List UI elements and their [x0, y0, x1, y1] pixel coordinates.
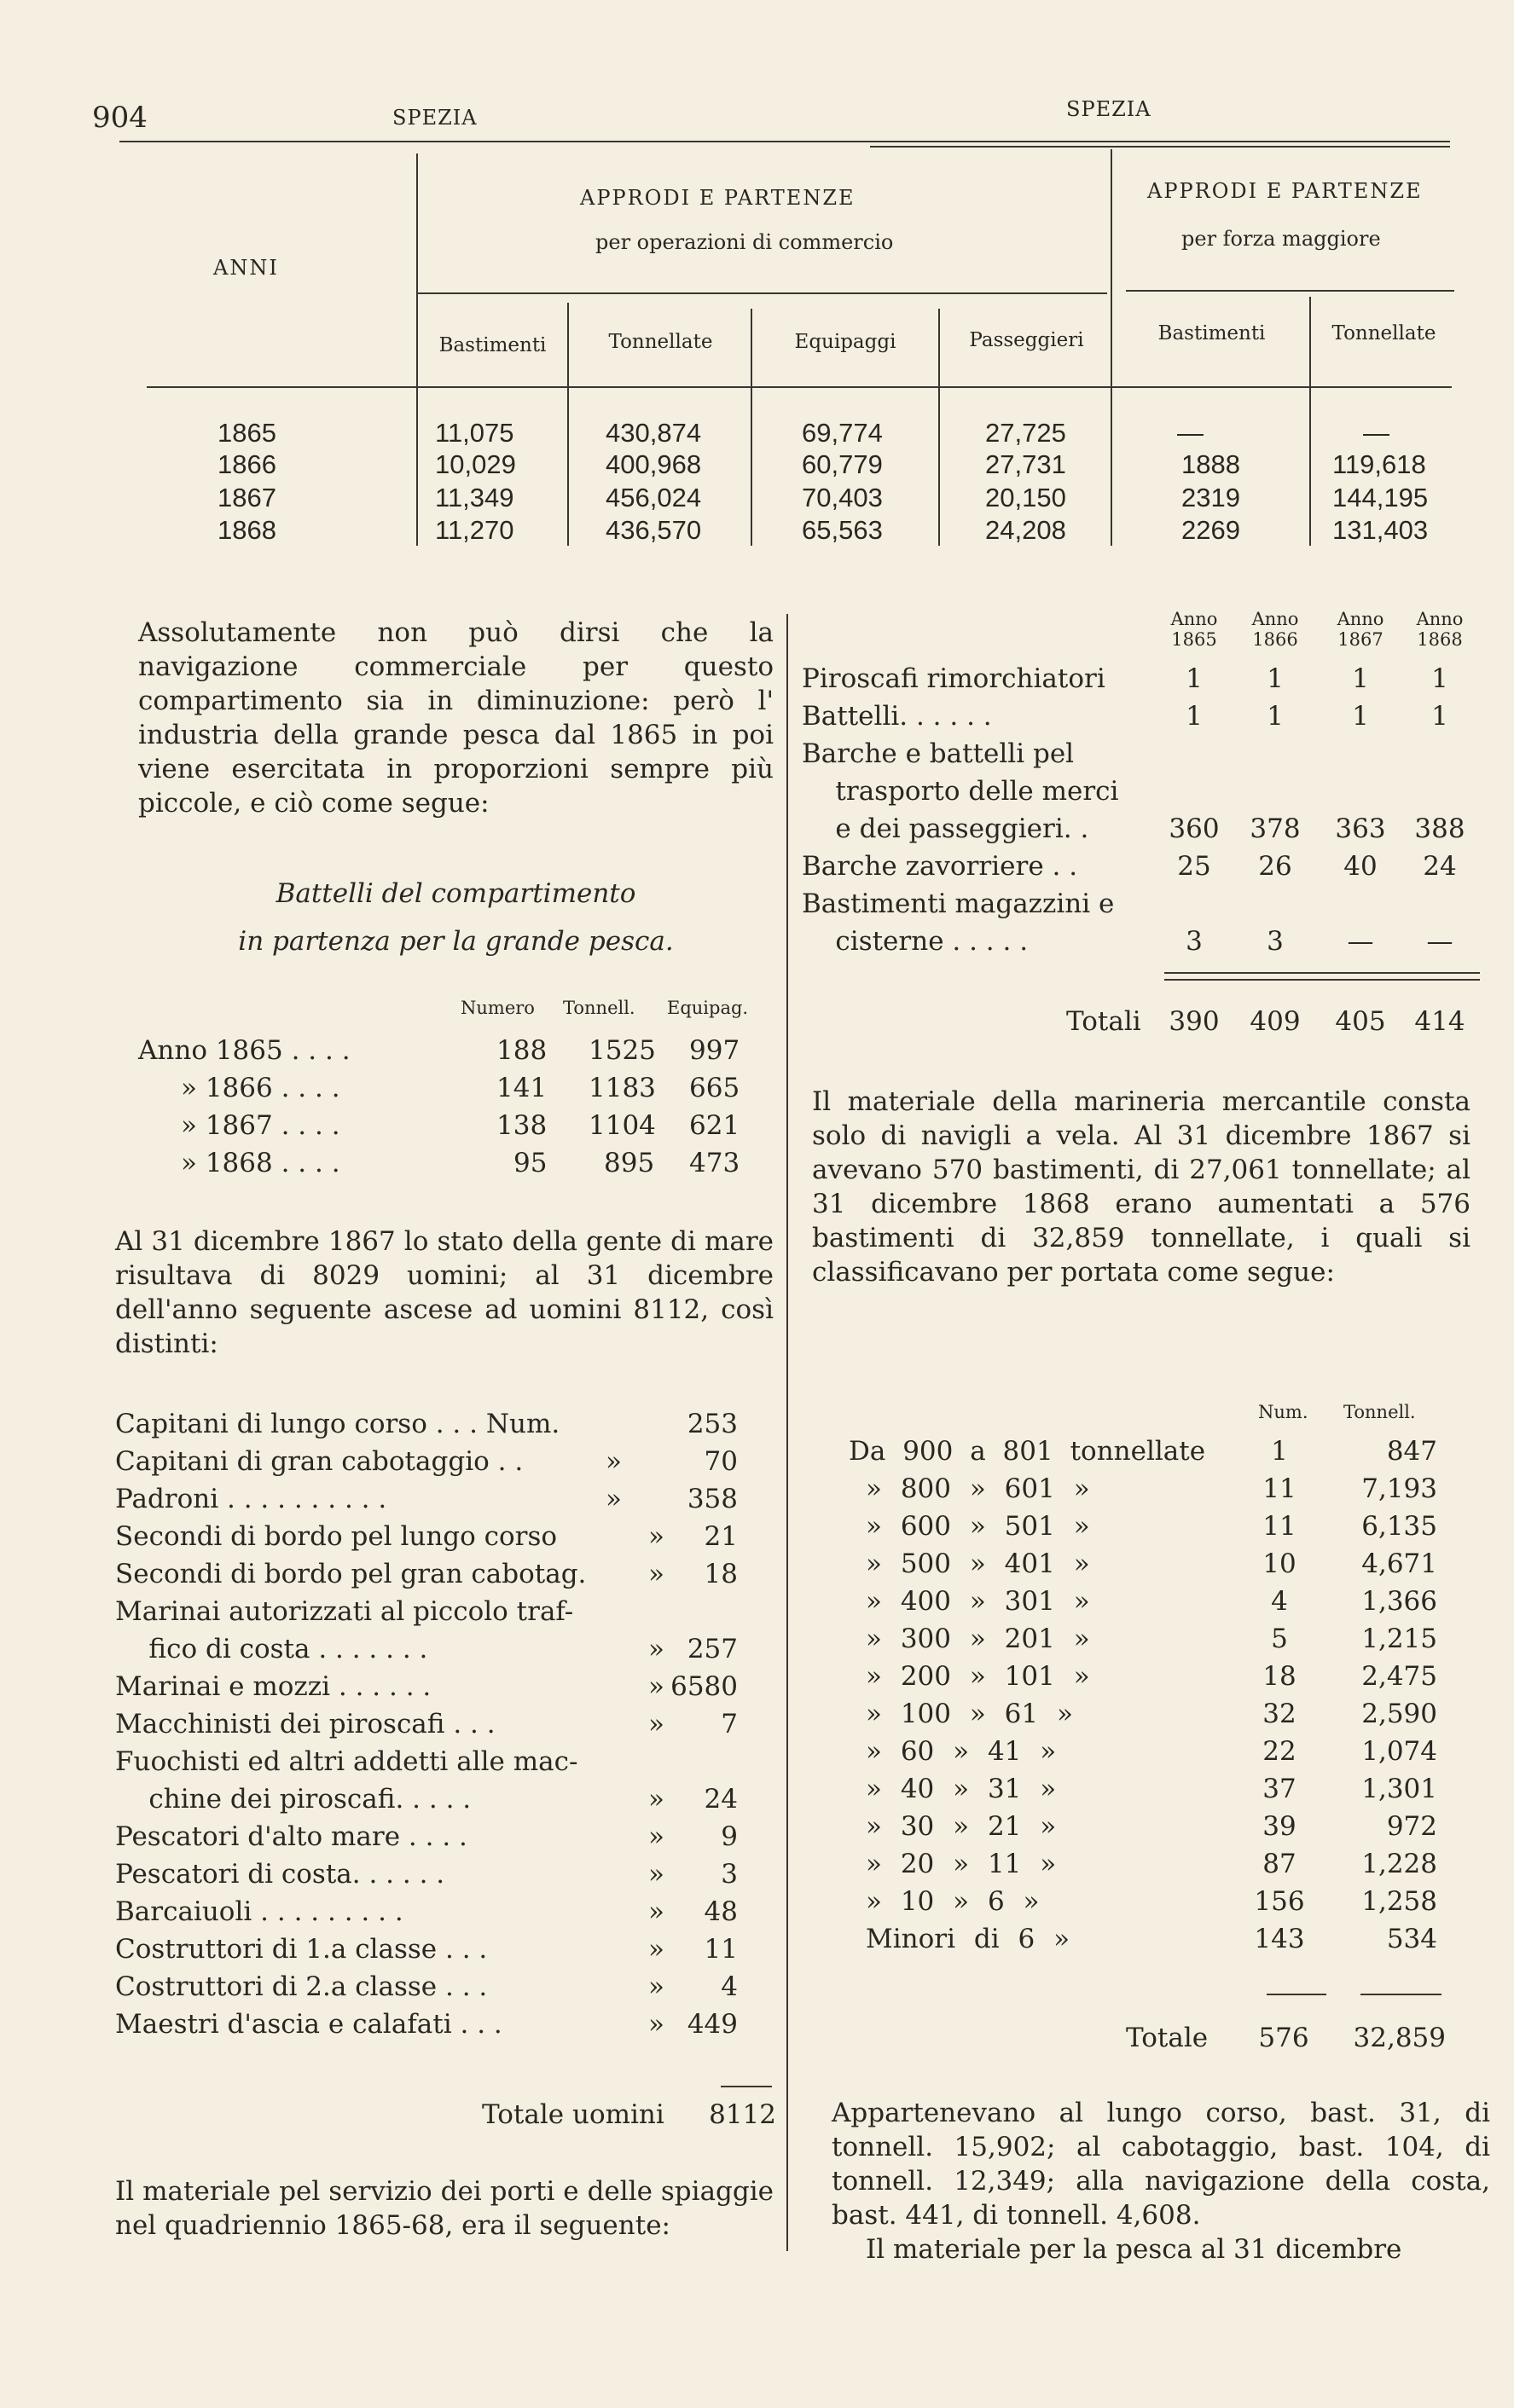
list-item [115, 1971, 738, 2002]
fish-num: 138 [496, 1110, 548, 1141]
group1-title: APPRODI E PARTENZE [580, 186, 856, 210]
group1-subtitle: per operazioni di commercio [595, 230, 894, 254]
table-row [866, 1624, 1437, 1654]
crew-label: Macchinisti dei piroscafi . . . [115, 1709, 496, 1739]
size-num: 1 [1271, 1436, 1288, 1467]
crew-value: 449 [687, 2009, 738, 2040]
col-head: Passeggieri [969, 329, 1084, 351]
ports-cell: 1 [1352, 701, 1369, 732]
ports-label: Barche zavorriere . . [802, 851, 1078, 882]
total-rule [721, 2086, 772, 2087]
table-row [866, 1774, 1437, 1804]
table-row [866, 1849, 1437, 1879]
ports-cell: 1 [1267, 701, 1284, 732]
table-row [866, 1511, 1437, 1542]
vrule [1111, 149, 1112, 546]
crew-label: fico di costa . . . . . . . [115, 1634, 428, 1664]
fish-row-label: » 1867 . . . . [181, 1110, 340, 1141]
ditto-mark: » [648, 1859, 664, 1890]
table-row [849, 1436, 1437, 1467]
crew-label: chine dei piroscafi. . . . . [115, 1784, 472, 1815]
size-num: 18 [1262, 1661, 1296, 1692]
crew-value: 253 [687, 1409, 738, 1439]
section-heading-2: in partenza per la grande pesca. [238, 926, 674, 957]
crew-value: 18 [704, 1559, 738, 1589]
size-num: 11 [1262, 1511, 1296, 1542]
list-item [115, 1446, 738, 1477]
ditto-mark: » [606, 1484, 622, 1514]
column-divider [786, 614, 788, 2251]
group2-subtitle: per forza maggiore [1181, 227, 1381, 251]
fish-col-tonnell: Tonnell. [563, 998, 635, 1018]
crew-label: Secondi di bordo pel gran cabotag. [115, 1559, 587, 1589]
list-item [115, 1934, 738, 1965]
vrule [751, 309, 752, 546]
list-item [115, 1821, 738, 1852]
fish-num: 95 [513, 1148, 548, 1178]
ports-total: 390 [1169, 1006, 1220, 1037]
data-cell: 2319 [1181, 483, 1240, 512]
hrule [1126, 290, 1454, 292]
paragraph-crew: Al 31 dicembre 1867 lo stato della gente di mare risultava di 8029 uomini; al 31 dicembre dell'anno seguente ascese ad uomini 8112, così distinti: [115, 1226, 774, 1359]
list-item [115, 1521, 738, 1552]
ports-cell: 378 [1250, 813, 1301, 844]
data-cell: 11,270 [435, 515, 514, 545]
crew-value: 358 [687, 1484, 738, 1514]
ports-cell: 360 [1169, 813, 1220, 844]
col-head: Bastimenti [438, 334, 547, 356]
size-ton: 1,258 [1361, 1886, 1437, 1917]
crew-value: 9 [721, 1821, 738, 1852]
section-heading-1: Battelli del compartimento [276, 878, 636, 909]
size-num: 10 [1262, 1548, 1296, 1579]
ports-label: Piroscafi rimorchiatori [802, 663, 1105, 694]
size-ton: 6,135 [1361, 1511, 1437, 1542]
data-cell: 70,403 [802, 483, 883, 512]
ports-cell: 40 [1343, 851, 1378, 882]
size-num: 5 [1271, 1624, 1288, 1654]
list-item [115, 1484, 738, 1514]
ditto-mark: » [648, 1784, 664, 1815]
table-row [802, 776, 1118, 807]
data-cell: 24,208 [985, 515, 1066, 545]
list-item [115, 1784, 738, 1815]
ports-total: 405 [1335, 1006, 1386, 1037]
crew-value: 21 [704, 1521, 738, 1552]
vrule [1309, 297, 1311, 546]
size-num: 22 [1262, 1736, 1296, 1767]
fish-row-label: » 1866 . . . . [181, 1073, 340, 1103]
fish-ton: 1183 [589, 1073, 656, 1103]
size-label: » 300 » 201 » [866, 1624, 1090, 1654]
vrule [938, 309, 940, 546]
size-label: » 800 » 601 » [866, 1473, 1090, 1504]
size-col-num: Num. [1258, 1402, 1308, 1422]
crew-label: Maestri d'ascia e calafati . . . [115, 2009, 502, 2040]
ditto-mark: » [648, 1709, 664, 1739]
size-col-tonnell: Tonnell. [1343, 1402, 1416, 1422]
total-rule [1267, 1994, 1326, 1995]
data-cell: 119,618 [1332, 449, 1426, 479]
data-cell: 27,731 [985, 449, 1066, 479]
ports-cell: 3 [1186, 926, 1203, 957]
ditto-mark: » [648, 1521, 664, 1552]
table-row [802, 813, 1465, 844]
table-row [866, 1811, 1437, 1842]
table-row [866, 1699, 1437, 1729]
ports-label: Barche e battelli pel [802, 738, 1075, 769]
size-num: 143 [1254, 1924, 1305, 1954]
ports-cell: 1 [1352, 663, 1369, 694]
ports-cell: — [1347, 926, 1374, 957]
year-head-anno: Anno [1251, 609, 1299, 629]
size-num: 156 [1254, 1886, 1305, 1917]
year-cell: 1866 [218, 449, 276, 479]
table-row [866, 1548, 1437, 1579]
size-ton: 4,671 [1361, 1548, 1437, 1579]
fish-num: 188 [496, 1035, 548, 1066]
table-row [802, 889, 1114, 919]
year-head-year: 1867 [1337, 629, 1383, 650]
table-row [866, 1473, 1437, 1504]
fish-num: 141 [496, 1073, 548, 1103]
crew-total-value: 8112 [709, 2099, 776, 2130]
size-ton: 2,590 [1361, 1699, 1437, 1729]
ports-cell: 3 [1267, 926, 1284, 957]
hrule [147, 386, 1452, 388]
list-item [115, 2009, 738, 2040]
size-label: Da 900 a 801 tonnellate [849, 1436, 1206, 1467]
total-rule [1164, 972, 1480, 974]
data-cell: 20,150 [985, 483, 1066, 512]
total-rule [1164, 979, 1480, 981]
list-item [115, 1634, 738, 1664]
total-rule [1360, 1994, 1441, 1995]
table-row [866, 1886, 1437, 1917]
vrule [567, 303, 569, 546]
fish-ton: 895 [604, 1148, 655, 1178]
ditto-mark: » [648, 1559, 664, 1589]
ports-cell: 26 [1258, 851, 1292, 882]
ditto-mark: » [606, 1446, 622, 1477]
size-ton: 1,301 [1361, 1774, 1437, 1804]
data-cell: 2269 [1181, 515, 1240, 545]
size-ton: 847 [1386, 1436, 1437, 1467]
crew-value: 70 [704, 1446, 738, 1477]
size-ton: 7,193 [1361, 1473, 1437, 1504]
data-cell: 131,403 [1332, 515, 1429, 545]
col-head: Tonnellate [1331, 322, 1436, 344]
ports-label: cisterne . . . . . [802, 926, 1029, 957]
year-head-year: 1865 [1171, 629, 1217, 650]
ports-cell: 1 [1267, 663, 1284, 694]
ports-label: trasporto delle merci [802, 776, 1119, 807]
list-item [115, 1559, 738, 1589]
ports-cell: 363 [1335, 813, 1386, 844]
data-cell: 400,968 [606, 449, 702, 479]
list-item [115, 1859, 738, 1890]
crew-value: 257 [687, 1634, 738, 1664]
size-label: » 200 » 101 » [866, 1661, 1090, 1692]
size-ton: 972 [1386, 1811, 1437, 1842]
crew-label: Costruttori di 2.a classe . . . [115, 1971, 488, 2002]
table-row [866, 1924, 1437, 1954]
size-ton: 1,074 [1361, 1736, 1437, 1767]
size-label: » 500 » 401 » [866, 1548, 1090, 1579]
ports-cell: 1 [1431, 663, 1448, 694]
group2-title: APPRODI E PARTENZE [1147, 179, 1423, 203]
size-label: » 20 » 11 » [866, 1849, 1057, 1879]
data-cell: — [1177, 418, 1204, 448]
paragraph-ports: Il materiale pel servizio dei porti e delle spiaggie nel quadriennio 1865-68, era il seguente: [115, 2176, 774, 2241]
crew-label: Marinai autorizzati al piccolo traf- [115, 1596, 574, 1627]
year-head-anno: Anno [1416, 609, 1464, 629]
ports-cell: — [1426, 926, 1453, 957]
size-label: » 10 » 6 » [866, 1886, 1040, 1917]
crew-value: 6580 [670, 1671, 738, 1702]
ports-cell: 388 [1414, 813, 1465, 844]
size-ton: 1,366 [1361, 1586, 1437, 1617]
col-head: Bastimenti [1157, 322, 1266, 344]
crew-label: Padroni . . . . . . . . . . [115, 1484, 387, 1514]
fish-col-equipag: Equipag. [667, 998, 749, 1018]
col-head: Tonnellate [608, 331, 713, 353]
table-row [802, 701, 1448, 732]
size-label: » 30 » 21 » [866, 1811, 1057, 1842]
paragraph-appartenevano: Appartenevano al lungo corso, bast. 31, di tonnell. 15,902; al cabotaggio, bast. 104, di tonnell. 12,349; alla navigazione della costa, bast. 441, di tonnell. 4,608. [832, 2098, 1490, 2231]
size-num: 11 [1262, 1473, 1296, 1504]
data-cell: 456,024 [606, 483, 702, 512]
ditto-mark: » [648, 1934, 664, 1965]
hrule [416, 292, 1107, 294]
paragraph-pesca: Il materiale per la pesca al 31 dicembre [866, 2234, 1402, 2265]
crew-value: 3 [721, 1859, 738, 1890]
ports-label: e dei passeggieri. . [802, 813, 1089, 844]
table-row [802, 663, 1448, 694]
table-row [802, 738, 1074, 769]
table-row [802, 851, 1457, 882]
size-label: » 60 » 41 » [866, 1736, 1057, 1767]
paragraph-navigation: Assolutamente non può dirsi che la navigazione commerciale per questo compartimento sia in diminuzione: però l' industria della grande pesca dal 1865 in poi viene esercitata in proporzioni sempre più piccole, e ciò come segue: [138, 617, 774, 819]
list-item [115, 1746, 577, 1777]
col-head: Equipaggi [794, 331, 896, 353]
ports-total-label: Totali [1066, 1006, 1141, 1037]
year-cell: 1867 [218, 483, 276, 512]
crew-value: 4 [721, 1971, 738, 2002]
crew-total-label: Totale uomini [482, 2099, 664, 2130]
ditto-mark: » [648, 1634, 664, 1664]
fish-row-label: » 1868 . . . . [181, 1148, 340, 1178]
ports-total: 414 [1414, 1006, 1465, 1037]
crew-label: Secondi di bordo pel lungo corso [115, 1521, 558, 1552]
crew-value: 48 [704, 1896, 738, 1927]
page-number: 904 [92, 101, 148, 135]
ports-cell: 1 [1186, 701, 1203, 732]
running-head-right: SPEZIA [1066, 97, 1151, 121]
running-head-left: SPEZIA [392, 106, 478, 130]
sizes-total-label: Totale [1126, 2023, 1209, 2053]
header-rule [119, 141, 1450, 142]
crew-label: Barcaiuoli . . . . . . . . . [115, 1896, 403, 1927]
fish-row-label: Anno 1865 . . . . [138, 1035, 351, 1066]
size-ton: 2,475 [1361, 1661, 1437, 1692]
fish-col-numero: Numero [461, 998, 535, 1018]
year-head [1250, 609, 1301, 650]
size-num: 87 [1262, 1849, 1296, 1879]
ditto-mark: » [648, 1671, 664, 1702]
data-cell: 11,349 [435, 483, 514, 512]
size-label: » 600 » 501 » [866, 1511, 1090, 1542]
ports-cell: 25 [1177, 851, 1211, 882]
crew-label: Costruttori di 1.a classe . . . [115, 1934, 488, 1965]
fish-eq: 621 [689, 1110, 740, 1141]
year-head [1335, 609, 1386, 650]
list-item [115, 1709, 738, 1739]
fish-ton: 1104 [589, 1110, 656, 1141]
year-cell: 1868 [218, 515, 276, 545]
ports-label: Battelli. . . . . . [802, 701, 992, 732]
data-cell: 144,195 [1332, 483, 1429, 512]
sizes-total-ton: 32,859 [1353, 2023, 1446, 2053]
ports-cell: 1 [1186, 663, 1203, 694]
ditto-mark: » [648, 1821, 664, 1852]
crew-label: Fuochisti ed altri addetti alle mac- [115, 1746, 578, 1777]
size-num: 39 [1262, 1811, 1296, 1842]
list-item [115, 1671, 738, 1702]
data-cell: 1888 [1181, 449, 1240, 479]
size-ton: 1,215 [1361, 1624, 1437, 1654]
data-cell: — [1363, 418, 1389, 448]
sizes-total-num: 576 [1258, 2023, 1309, 2053]
fish-eq: 997 [689, 1035, 740, 1066]
list-item [115, 1896, 738, 1927]
size-label: » 40 » 31 » [866, 1774, 1057, 1804]
data-cell: 27,725 [985, 418, 1066, 448]
size-num: 4 [1271, 1586, 1288, 1617]
ports-total: 409 [1250, 1006, 1301, 1037]
size-ton: 534 [1386, 1924, 1437, 1954]
year-cell: 1865 [218, 418, 276, 448]
data-cell: 65,563 [802, 515, 883, 545]
year-head-year: 1868 [1417, 629, 1463, 650]
ditto-mark: » [648, 1971, 664, 2002]
crew-label: Marinai e mozzi . . . . . . [115, 1671, 432, 1702]
crew-value: 7 [721, 1709, 738, 1739]
year-head-anno: Anno [1170, 609, 1218, 629]
crew-value: 11 [704, 1934, 738, 1965]
data-cell: 11,075 [435, 418, 514, 448]
data-cell: 436,570 [606, 515, 702, 545]
ports-label: Bastimenti magazzini e [802, 889, 1115, 919]
size-num: 37 [1262, 1774, 1296, 1804]
ports-cell: 1 [1431, 701, 1448, 732]
list-item [115, 1596, 573, 1627]
table-row [866, 1586, 1437, 1617]
ditto-mark: » [648, 1896, 664, 1927]
year-head-year: 1866 [1252, 629, 1298, 650]
ditto-mark: » [648, 2009, 664, 2040]
data-cell: 69,774 [802, 418, 883, 448]
crew-label: Capitani di gran cabotaggio . . [115, 1446, 524, 1477]
fish-ton: 1525 [589, 1035, 656, 1066]
header-rule-2 [870, 146, 1450, 148]
table-row [802, 926, 1453, 957]
crew-label: Pescatori d'alto mare . . . . [115, 1821, 467, 1852]
size-label: » 100 » 61 » [866, 1699, 1073, 1729]
data-cell: 60,779 [802, 449, 883, 479]
crew-value: 24 [704, 1784, 738, 1815]
anni-label: ANNI [213, 256, 279, 280]
vrule [416, 153, 418, 546]
fish-eq: 665 [689, 1073, 740, 1103]
list-item [115, 1409, 738, 1439]
paragraph-merchant: Il materiale della marineria mercantile consta solo di navigli a vela. Al 31 dicembre 1867 si avevano 570 bastimenti, di 27,061 tonnellate; al 31 dicembre 1868 erano aumentati a 576 bastimenti di 32,859 tonnellate, i quali si classificavano per portata come segue: [812, 1086, 1470, 1288]
size-num: 32 [1262, 1699, 1296, 1729]
data-cell: 10,029 [435, 449, 516, 479]
table-row [866, 1736, 1437, 1767]
size-ton: 1,228 [1361, 1849, 1437, 1879]
size-label: Minori di 6 » [866, 1924, 1070, 1954]
table-row [866, 1661, 1437, 1692]
crew-label: Capitani di lungo corso . . . Num. [115, 1409, 560, 1439]
ports-cell: 24 [1423, 851, 1457, 882]
year-head [1169, 609, 1220, 650]
fish-eq: 473 [689, 1148, 740, 1178]
year-head [1414, 609, 1465, 650]
year-head-anno: Anno [1337, 609, 1384, 629]
size-label: » 400 » 301 » [866, 1586, 1090, 1617]
data-cell: 430,874 [606, 418, 702, 448]
crew-label: Pescatori di costa. . . . . . [115, 1859, 445, 1890]
